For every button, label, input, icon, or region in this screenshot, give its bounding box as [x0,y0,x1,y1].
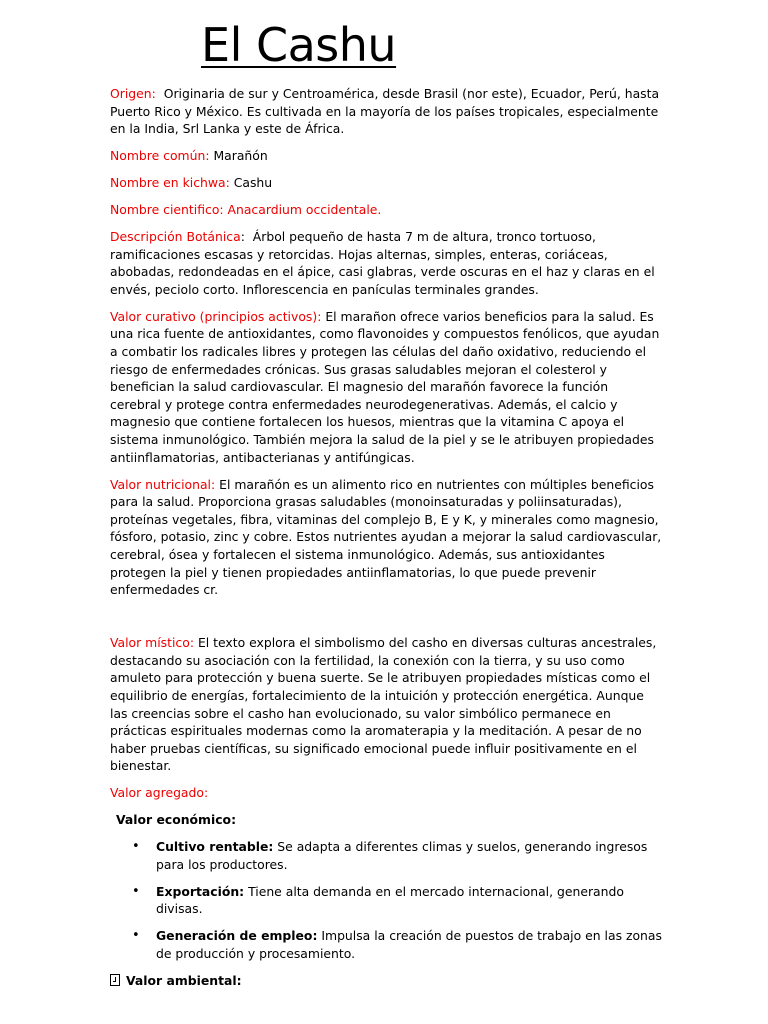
descripcion-text: : Árbol pequeño de hasta 7 m de altura, tronco tortuoso, ramificaciones escasas y retorcidas. Hojas alternas, simples, enteras, coriáceas, abobadas, redondeadas en el ápice, casi glabras, verde oscuras en el haz y claras en el envés, peciolo corto. Inflorescencia en panículas terminales grandes. [110,229,659,297]
list-item [132,927,666,962]
list-item-term: Exportación: [156,883,245,899]
valor-curativo-paragraph [110,308,662,466]
list-item-text: Impulsa la creación de puestos de trabajo en las zonas de producción y procesamiento. [156,928,666,962]
origen-text: Originaria de sur y Centroamérica, desde Brasil (nor este), Ecuador, Perú, hasta Puerto Rico y México. Es cultivada en la mayoría de los países tropicales, especialmente en la India, Srl Lanka y este de África. [110,86,664,137]
nombre-cientifico-paragraph [110,201,662,219]
valor-ambiental-heading-line [110,972,662,990]
list-item [132,838,662,873]
page-title: El Cashu [201,18,397,72]
nombre-comun-text: Marañón [209,148,268,164]
nombre-kichwa-paragraph [110,174,662,192]
valor-nutricional-text: El marañón es un alimento rico en nutrientes con múltiples beneficios para la salud. Proporciona grasas saludables (monoinsaturadas y poliinsaturadas), proteínas vegetales, fibra, vitaminas del complejo B, E y K, y minerales como magnesio, fósforo, potasio, zinc y cobre. Estos nutrientes ayudan a mejorar la salud cardiovascular, cerebral, ósea y fortalecen el sistema inmunológico. Además, sus antioxidantes protegen la piel y tienen propiedades antiinflamatorias, lo que puede prevenir enfermedades cr. [110,476,666,598]
valor-mistico-text: El texto explora el simbolismo del casho en diversas culturas ancestrales, destacando su asociación con la fertilidad, la conexión con la tierra, y su uso como amuleto para protección y buena suerte. Se le atribuyen propiedades místicas como el equilibrio de energías, fortalecimiento de la intuición y protección energética. Aunque las creencias sobre el casho han evolucionado, su valor simbólico permanece en prácticas espirituales modernas como la aromaterapia y la meditación. A pesar de no haber pruebas científicas, su significado emocional puede influir positivamente en el bienestar. [110,635,661,774]
valor-economico-list [110,838,666,962]
list-item [132,883,662,918]
valor-agregado-label: Valor agregado: [110,785,209,801]
valor-economico-heading: Valor económico: [116,812,237,828]
list-item-term: Cultivo rentable: [156,839,274,855]
nombre-kichwa-text: Cashu [229,175,273,191]
bullet-icon: • [132,839,140,855]
bullet-icon: • [132,883,140,899]
descripcion-paragraph [110,228,662,298]
descripcion-label: Descripción Botánica [110,229,241,245]
list-item-term: Generación de empleo: [156,928,318,944]
valor-ambiental-heading: Valor ambiental: [126,973,242,989]
nombre-comun-label: Nombre común: [110,148,210,164]
nombre-kichwa-label: Nombre en kichwa: [110,175,230,191]
nombre-cientifico-label: Nombre cientifico: Anacardium occidentale. [110,202,382,218]
origen-paragraph [110,85,662,138]
missing-glyph-icon [110,974,120,986]
valor-mistico-label: Valor místico: [110,635,194,651]
valor-agregado-paragraph [110,784,662,802]
valor-mistico-paragraph [110,634,662,775]
blank-line [110,608,662,634]
valor-nutricional-label: Valor nutricional: [110,476,216,492]
list-item-text: Tiene alta demanda en el mercado internacional, generando divisas. [156,883,628,917]
nombre-comun-paragraph [110,147,662,165]
valor-nutricional-paragraph [110,476,666,599]
bullet-icon: • [132,928,140,944]
valor-curativo-text: El marañon ofrece varios beneficios para la salud. Es una rica fuente de antioxidantes, como flavonoides y compuestos fenólicos, que ayudan a combatir los radicales libres y protegen las células del daño oxidativo, reduciendo el riesgo de enfermedades crónicas. Sus grasas saludables mejoran el colesterol y benefician la salud cardiovascular. El magnesio del marañón favorece la función cerebral y protege contra enfermedades neurodegenerativas. Además, el calcio y magnesio que contiene fortalecen los huesos, mientras que la vitamina C apoya el sistema inmunológico. También mejora la salud de la piel y se le atribuyen propiedades antiinflamatorias, antibacterianas y antifúngicas. [110,308,664,465]
origen-label: Origen: [110,86,156,101]
valor-curativo-label: Valor curativo (principios activos): [110,308,322,324]
list-item-text: Se adapta a diferentes climas y suelos, generando ingresos para los productores. [156,839,652,872]
document-body [110,85,666,990]
